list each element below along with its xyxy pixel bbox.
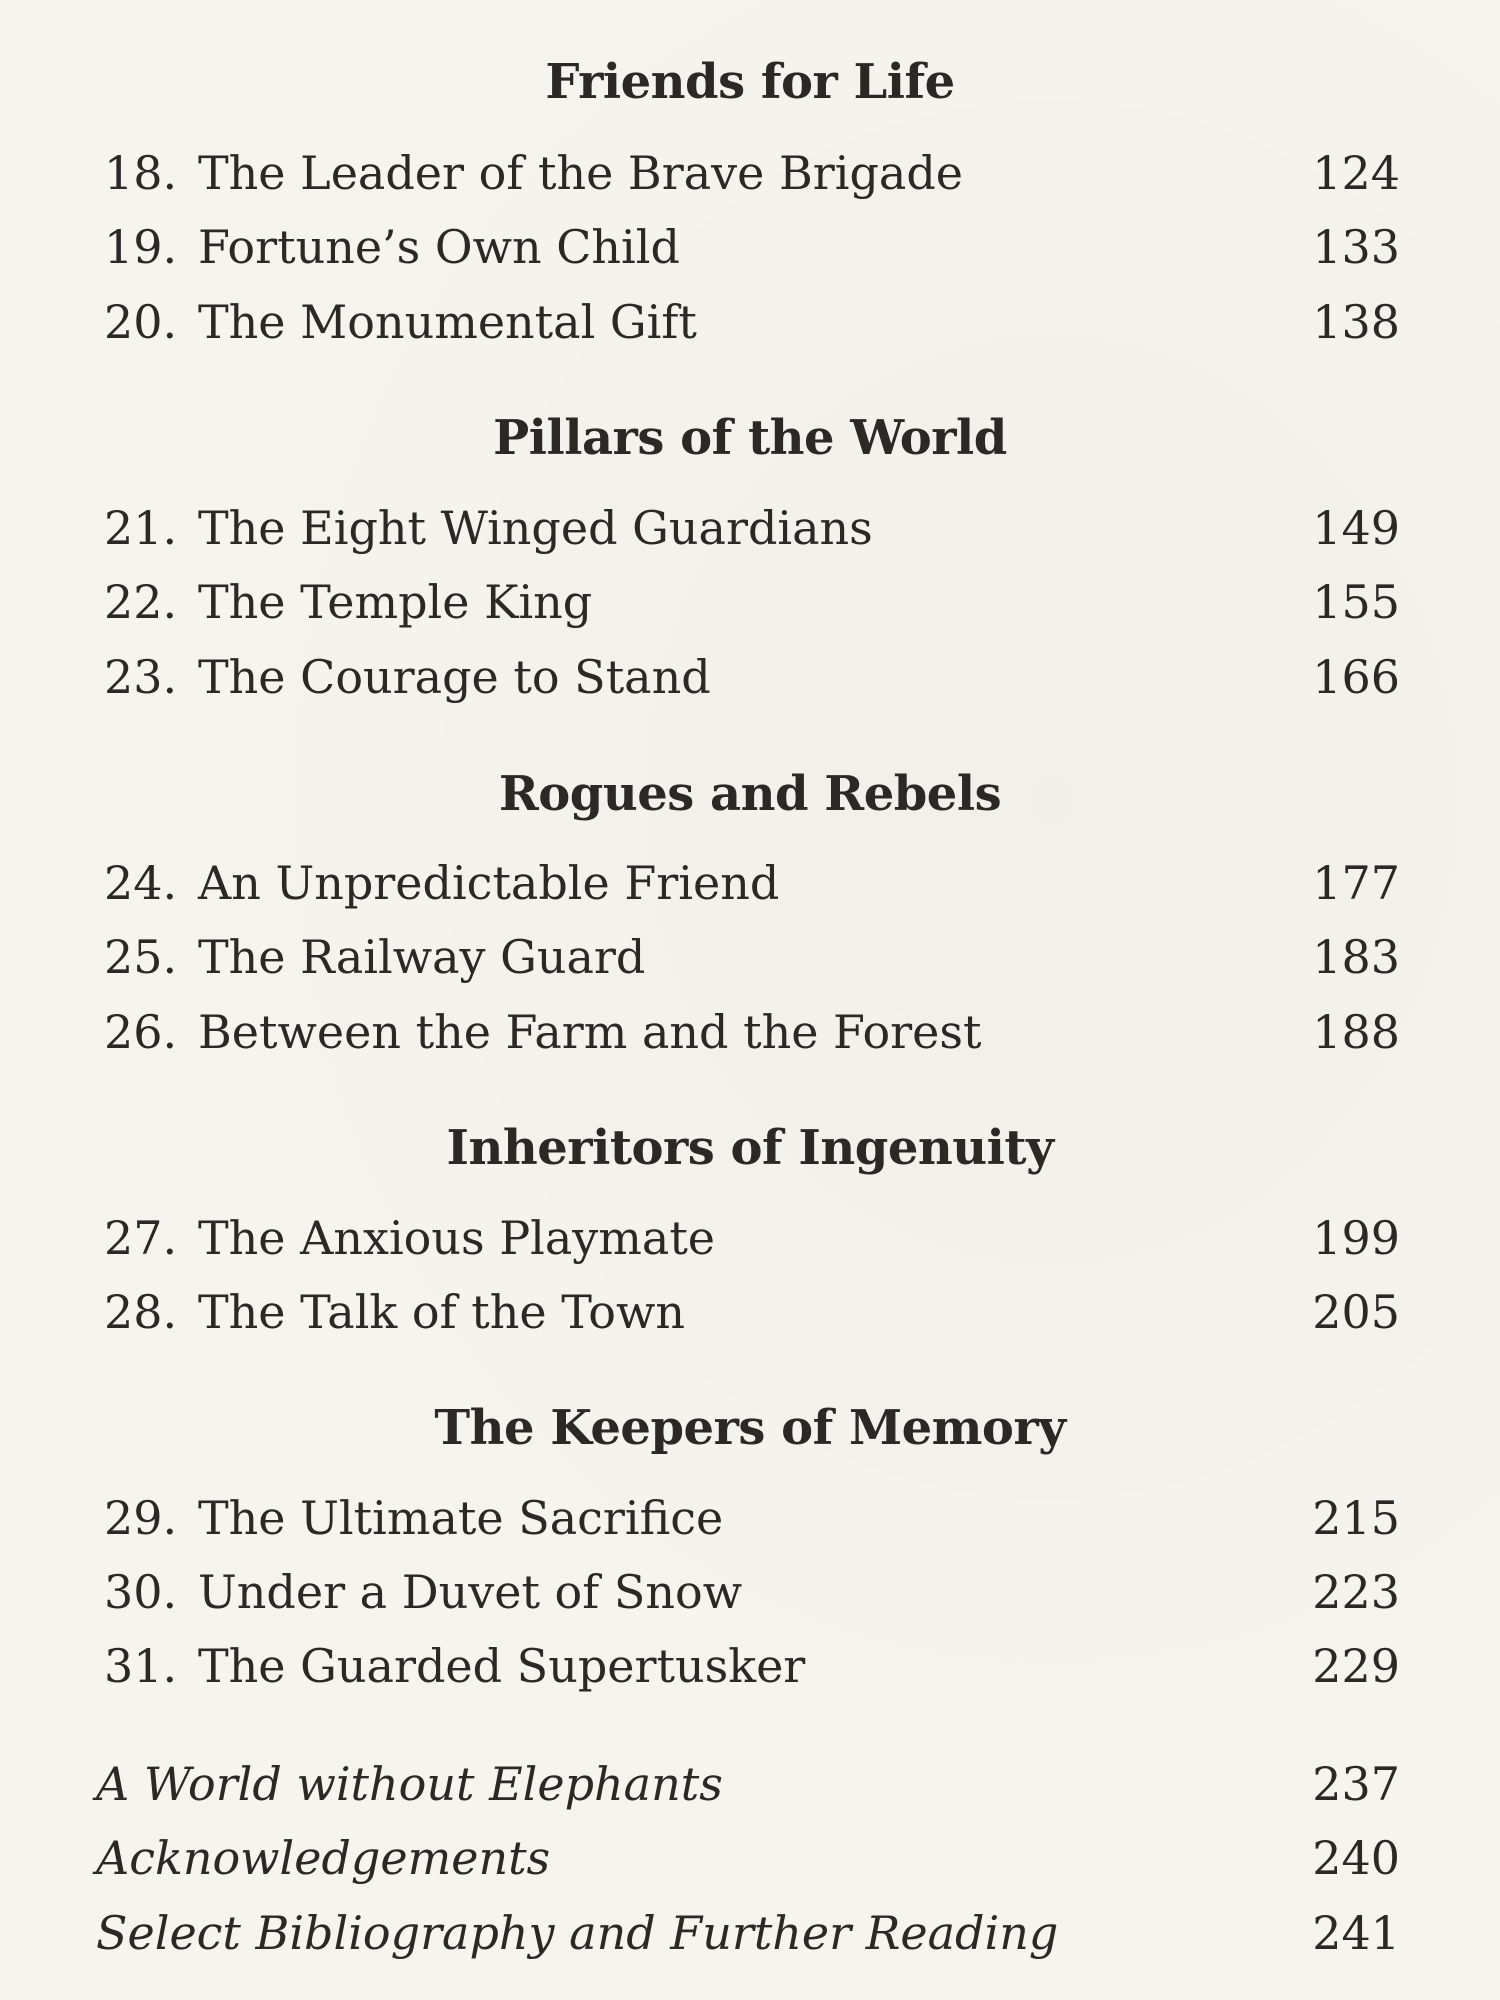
toc-entry <box>0 997 1500 1067</box>
section-heading: The Keepers of Memory <box>434 1400 1066 1456</box>
chapter-title: Under a Duvet of Snow <box>198 1565 743 1619</box>
chapter-title: The Eight Winged Guardians <box>198 501 873 555</box>
chapter-title: The Anxious Playmate <box>198 1211 716 1265</box>
page-number: 199 <box>1312 1211 1400 1265</box>
page-number: 166 <box>1312 650 1400 704</box>
chapter-title: The Monumental Gift <box>198 295 697 349</box>
page-number: 138 <box>1312 295 1400 349</box>
chapter-number: 31. <box>104 1639 178 1693</box>
chapter-title: Fortune’s Own Child <box>198 220 680 274</box>
chapter-title: The Railway Guard <box>198 930 646 984</box>
chapter-number: 20. <box>104 295 178 349</box>
section-heading: Rogues and Rebels <box>498 766 1002 822</box>
section-heading: Pillars of the World <box>493 410 1007 466</box>
chapter-number: 25. <box>104 930 178 984</box>
chapter-number: 27. <box>104 1211 178 1265</box>
toc-entry <box>0 138 1500 208</box>
chapter-title: An Unpredictable Friend <box>198 856 780 910</box>
chapter-title: The Guarded Supertusker <box>198 1639 806 1693</box>
back-matter-title: Acknowledgements <box>96 1831 551 1885</box>
toc-entry <box>0 922 1500 992</box>
toc-entry <box>0 212 1500 282</box>
chapter-number: 22. <box>104 575 178 629</box>
page-number: 229 <box>1312 1639 1400 1693</box>
back-matter-entry <box>0 1823 1500 1893</box>
toc-entry <box>0 1557 1500 1627</box>
chapter-number: 29. <box>104 1491 178 1545</box>
chapter-number: 18. <box>104 146 178 200</box>
page-number: 155 <box>1312 575 1400 629</box>
page-number: 223 <box>1312 1565 1400 1619</box>
chapter-number: 19. <box>104 220 178 274</box>
back-matter-entry <box>0 1749 1500 1819</box>
chapter-title: The Talk of the Town <box>198 1285 685 1339</box>
chapter-title: The Temple King <box>198 575 593 629</box>
chapter-number: 30. <box>104 1565 178 1619</box>
toc-entry <box>0 1203 1500 1273</box>
page-number: 124 <box>1312 146 1400 200</box>
page-number: 149 <box>1312 501 1400 555</box>
chapter-number: 26. <box>104 1005 178 1059</box>
page-number: 205 <box>1312 1285 1400 1339</box>
toc-entry <box>0 567 1500 637</box>
page-number: 183 <box>1312 930 1400 984</box>
back-matter-title: Select Bibliography and Further Reading <box>96 1906 1059 1960</box>
chapter-number: 21. <box>104 501 178 555</box>
chapter-number: 23. <box>104 650 178 704</box>
page-number: 215 <box>1312 1491 1400 1545</box>
toc-entry <box>0 493 1500 563</box>
page-number: 133 <box>1312 220 1400 274</box>
chapter-title: The Ultimate Sacrifice <box>198 1491 724 1545</box>
section-heading: Inheritors of Ingenuity <box>446 1120 1054 1176</box>
chapter-number: 28. <box>104 1285 178 1339</box>
section-heading: Friends for Life <box>545 54 955 110</box>
page-number: 237 <box>1312 1757 1400 1811</box>
page-number: 240 <box>1312 1831 1400 1885</box>
toc-entry <box>0 1483 1500 1553</box>
chapter-title: The Courage to Stand <box>198 650 711 704</box>
page-number: 241 <box>1312 1906 1400 1960</box>
chapter-title: Between the Farm and the Forest <box>198 1005 982 1059</box>
toc-entry <box>0 1277 1500 1347</box>
page-number: 188 <box>1312 1005 1400 1059</box>
toc-entry <box>0 848 1500 918</box>
toc-entry <box>0 642 1500 712</box>
toc-entry <box>0 287 1500 357</box>
toc-entry <box>0 1631 1500 1701</box>
page-number: 177 <box>1312 856 1400 910</box>
back-matter-entry <box>0 1898 1500 1968</box>
chapter-number: 24. <box>104 856 178 910</box>
chapter-title: The Leader of the Brave Brigade <box>198 146 964 200</box>
back-matter-title: A World without Elephants <box>96 1757 723 1811</box>
